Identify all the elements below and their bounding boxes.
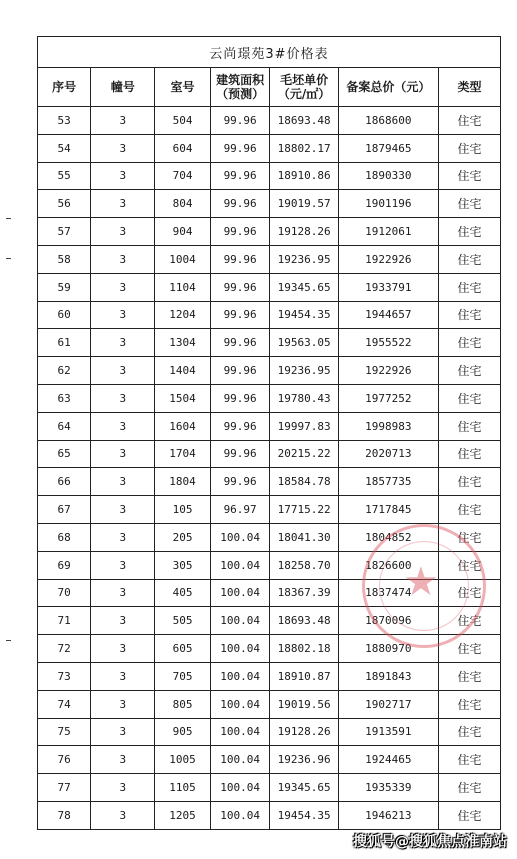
table-row	[38, 801, 501, 829]
table-row	[38, 329, 501, 357]
room-cell: 805	[155, 690, 210, 718]
unit-price-cell: 19128.26	[270, 718, 338, 746]
table-row	[38, 107, 501, 135]
unit-price-cell: 19563.05	[270, 329, 338, 357]
serial-cell: 69	[38, 551, 91, 579]
table-row	[38, 440, 501, 468]
table-row	[38, 245, 501, 273]
unit-price-cell: 18910.86	[270, 162, 338, 190]
table-row	[38, 273, 501, 301]
total-price-cell: 1913591	[338, 718, 438, 746]
building-cell: 3	[91, 107, 155, 135]
building-cell: 3	[91, 273, 155, 301]
area-cell: 100.04	[210, 635, 270, 663]
total-price-cell: 1922926	[338, 245, 438, 273]
type-cell: 住宅	[438, 134, 500, 162]
table-row	[38, 718, 501, 746]
serial-cell: 64	[38, 412, 91, 440]
total-price-cell: 1890330	[338, 162, 438, 190]
area-cell: 99.96	[210, 468, 270, 496]
building-cell: 3	[91, 357, 155, 385]
table-row	[38, 746, 501, 774]
area-cell: 99.96	[210, 107, 270, 135]
unit-price-cell: 18802.17	[270, 134, 338, 162]
unit-price-cell: 18584.78	[270, 468, 338, 496]
area-cell: 99.96	[210, 273, 270, 301]
table-row	[38, 218, 501, 246]
type-cell: 住宅	[438, 273, 500, 301]
unit-price-cell: 19997.83	[270, 412, 338, 440]
type-cell: 住宅	[438, 746, 500, 774]
table-row	[38, 384, 501, 412]
table-row	[38, 690, 501, 718]
header-row	[38, 68, 501, 107]
unit-price-cell: 18910.87	[270, 662, 338, 690]
unit-price-cell: 19454.35	[270, 801, 338, 829]
scan-mark	[6, 218, 11, 219]
type-cell: 住宅	[438, 440, 500, 468]
total-price-cell: 1912061	[338, 218, 438, 246]
unit-price-cell: 18693.48	[270, 607, 338, 635]
room-cell: 905	[155, 718, 210, 746]
col-header-unit-price: 毛坯单价（元/㎡）	[270, 68, 338, 107]
col-header-total-price: 备案总价（元）	[338, 68, 438, 107]
room-cell: 1104	[155, 273, 210, 301]
col-header-serial: 序号	[38, 68, 91, 107]
area-cell: 100.04	[210, 551, 270, 579]
col-header-area: 建筑面积（预测）	[210, 68, 270, 107]
room-cell: 505	[155, 607, 210, 635]
unit-price-cell: 19236.95	[270, 245, 338, 273]
serial-cell: 57	[38, 218, 91, 246]
building-cell: 3	[91, 607, 155, 635]
watermark-text: 搜狐号@搜狐焦点淮南站	[353, 834, 507, 850]
total-price-cell: 1868600	[338, 107, 438, 135]
room-cell: 704	[155, 162, 210, 190]
serial-cell: 60	[38, 301, 91, 329]
serial-cell: 78	[38, 801, 91, 829]
serial-cell: 73	[38, 662, 91, 690]
table-row	[38, 607, 501, 635]
area-cell: 99.96	[210, 329, 270, 357]
area-cell: 99.96	[210, 301, 270, 329]
serial-cell: 65	[38, 440, 91, 468]
area-cell: 99.96	[210, 412, 270, 440]
serial-cell: 58	[38, 245, 91, 273]
unit-price-cell: 19345.65	[270, 273, 338, 301]
unit-price-cell: 19236.95	[270, 357, 338, 385]
type-cell: 住宅	[438, 662, 500, 690]
type-cell: 住宅	[438, 718, 500, 746]
serial-cell: 74	[38, 690, 91, 718]
unit-price-cell: 19454.35	[270, 301, 338, 329]
area-cell: 99.96	[210, 245, 270, 273]
type-cell: 住宅	[438, 579, 500, 607]
unit-price-cell: 19780.43	[270, 384, 338, 412]
table-row	[38, 412, 501, 440]
unit-price-cell: 19345.65	[270, 774, 338, 802]
area-cell: 100.04	[210, 607, 270, 635]
type-cell: 住宅	[438, 357, 500, 385]
col-header-building: 幢号	[91, 68, 155, 107]
type-cell: 住宅	[438, 412, 500, 440]
serial-cell: 54	[38, 134, 91, 162]
total-price-cell: 1924465	[338, 746, 438, 774]
type-cell: 住宅	[438, 635, 500, 663]
unit-price-cell: 18693.48	[270, 107, 338, 135]
room-cell: 1704	[155, 440, 210, 468]
room-cell: 1504	[155, 384, 210, 412]
total-price-cell: 1902717	[338, 690, 438, 718]
unit-price-cell: 18802.18	[270, 635, 338, 663]
type-cell: 住宅	[438, 690, 500, 718]
table-row	[38, 774, 501, 802]
col-header-type: 类型	[438, 68, 500, 107]
total-price-cell: 1870096	[338, 607, 438, 635]
building-cell: 3	[91, 190, 155, 218]
unit-price-cell: 18041.30	[270, 523, 338, 551]
room-cell: 1204	[155, 301, 210, 329]
total-price-cell: 1955522	[338, 329, 438, 357]
building-cell: 3	[91, 551, 155, 579]
building-cell: 3	[91, 801, 155, 829]
unit-price-cell: 19128.26	[270, 218, 338, 246]
area-cell: 96.97	[210, 496, 270, 524]
unit-price-cell: 19236.96	[270, 746, 338, 774]
room-cell: 1105	[155, 774, 210, 802]
table-body	[38, 107, 501, 830]
serial-cell: 59	[38, 273, 91, 301]
total-price-cell: 1944657	[338, 301, 438, 329]
building-cell: 3	[91, 774, 155, 802]
total-price-cell: 2020713	[338, 440, 438, 468]
room-cell: 305	[155, 551, 210, 579]
table-row	[38, 551, 501, 579]
building-cell: 3	[91, 412, 155, 440]
serial-cell: 71	[38, 607, 91, 635]
area-cell: 100.04	[210, 523, 270, 551]
serial-cell: 62	[38, 357, 91, 385]
total-price-cell: 1901196	[338, 190, 438, 218]
table-row	[38, 662, 501, 690]
building-cell: 3	[91, 384, 155, 412]
serial-cell: 63	[38, 384, 91, 412]
room-cell: 105	[155, 496, 210, 524]
room-cell: 1004	[155, 245, 210, 273]
room-cell: 904	[155, 218, 210, 246]
area-cell: 99.96	[210, 357, 270, 385]
total-price-cell: 1837474	[338, 579, 438, 607]
col-header-room: 室号	[155, 68, 210, 107]
serial-cell: 77	[38, 774, 91, 802]
scan-mark	[6, 640, 11, 641]
area-cell: 100.04	[210, 579, 270, 607]
total-price-cell: 1946213	[338, 801, 438, 829]
type-cell: 住宅	[438, 384, 500, 412]
room-cell: 604	[155, 134, 210, 162]
area-cell: 99.96	[210, 190, 270, 218]
total-price-cell: 1891843	[338, 662, 438, 690]
type-cell: 住宅	[438, 523, 500, 551]
unit-price-cell: 18367.39	[270, 579, 338, 607]
serial-cell: 53	[38, 107, 91, 135]
building-cell: 3	[91, 718, 155, 746]
table-row	[38, 496, 501, 524]
table-row	[38, 579, 501, 607]
serial-cell: 70	[38, 579, 91, 607]
building-cell: 3	[91, 245, 155, 273]
area-cell: 100.04	[210, 690, 270, 718]
room-cell: 504	[155, 107, 210, 135]
type-cell: 住宅	[438, 801, 500, 829]
total-price-cell: 1935339	[338, 774, 438, 802]
type-cell: 住宅	[438, 607, 500, 635]
type-cell: 住宅	[438, 496, 500, 524]
scan-mark	[6, 258, 11, 259]
total-price-cell: 1879465	[338, 134, 438, 162]
area-cell: 99.96	[210, 162, 270, 190]
room-cell: 1604	[155, 412, 210, 440]
unit-price-cell: 19019.56	[270, 690, 338, 718]
room-cell: 1404	[155, 357, 210, 385]
unit-price-cell: 20215.22	[270, 440, 338, 468]
serial-cell: 72	[38, 635, 91, 663]
price-sheet	[37, 36, 501, 830]
total-price-cell: 1857735	[338, 468, 438, 496]
building-cell: 3	[91, 635, 155, 663]
type-cell: 住宅	[438, 245, 500, 273]
room-cell: 1205	[155, 801, 210, 829]
room-cell: 1005	[155, 746, 210, 774]
room-cell: 804	[155, 190, 210, 218]
total-price-cell: 1717845	[338, 496, 438, 524]
unit-price-cell: 19019.57	[270, 190, 338, 218]
building-cell: 3	[91, 468, 155, 496]
area-cell: 100.04	[210, 774, 270, 802]
seal-star-icon: ★	[403, 559, 439, 605]
serial-cell: 76	[38, 746, 91, 774]
table-row	[38, 523, 501, 551]
serial-cell: 75	[38, 718, 91, 746]
type-cell: 住宅	[438, 468, 500, 496]
table-row	[38, 468, 501, 496]
type-cell: 住宅	[438, 107, 500, 135]
room-cell: 605	[155, 635, 210, 663]
building-cell: 3	[91, 579, 155, 607]
type-cell: 住宅	[438, 218, 500, 246]
room-cell: 1804	[155, 468, 210, 496]
table-row	[38, 301, 501, 329]
table-row	[38, 134, 501, 162]
serial-cell: 55	[38, 162, 91, 190]
type-cell: 住宅	[438, 551, 500, 579]
table-row	[38, 190, 501, 218]
area-cell: 100.04	[210, 801, 270, 829]
total-price-cell: 1880970	[338, 635, 438, 663]
table-row	[38, 162, 501, 190]
building-cell: 3	[91, 746, 155, 774]
unit-price-cell: 18258.70	[270, 551, 338, 579]
total-price-cell: 1922926	[338, 357, 438, 385]
area-cell: 100.04	[210, 718, 270, 746]
type-cell: 住宅	[438, 190, 500, 218]
unit-price-cell: 17715.22	[270, 496, 338, 524]
serial-cell: 67	[38, 496, 91, 524]
area-cell: 99.96	[210, 218, 270, 246]
table-row	[38, 357, 501, 385]
type-cell: 住宅	[438, 329, 500, 357]
table-row	[38, 635, 501, 663]
type-cell: 住宅	[438, 162, 500, 190]
area-cell: 99.96	[210, 384, 270, 412]
area-cell: 99.96	[210, 134, 270, 162]
total-price-cell: 1826600	[338, 551, 438, 579]
serial-cell: 56	[38, 190, 91, 218]
type-cell: 住宅	[438, 774, 500, 802]
building-cell: 3	[91, 496, 155, 524]
building-cell: 3	[91, 329, 155, 357]
total-price-cell: 1977252	[338, 384, 438, 412]
room-cell: 405	[155, 579, 210, 607]
building-cell: 3	[91, 301, 155, 329]
area-cell: 100.04	[210, 662, 270, 690]
table-title: 云尚璟苑3#价格表	[38, 37, 501, 68]
building-cell: 3	[91, 440, 155, 468]
area-cell: 100.04	[210, 746, 270, 774]
building-cell: 3	[91, 523, 155, 551]
area-cell: 99.96	[210, 440, 270, 468]
room-cell: 705	[155, 662, 210, 690]
total-price-cell: 1933791	[338, 273, 438, 301]
serial-cell: 68	[38, 523, 91, 551]
total-price-cell: 1998983	[338, 412, 438, 440]
building-cell: 3	[91, 134, 155, 162]
building-cell: 3	[91, 662, 155, 690]
building-cell: 3	[91, 218, 155, 246]
total-price-cell: 1804852	[338, 523, 438, 551]
type-cell: 住宅	[438, 301, 500, 329]
serial-cell: 61	[38, 329, 91, 357]
building-cell: 3	[91, 162, 155, 190]
building-cell: 3	[91, 690, 155, 718]
room-cell: 205	[155, 523, 210, 551]
serial-cell: 66	[38, 468, 91, 496]
room-cell: 1304	[155, 329, 210, 357]
price-table	[37, 36, 501, 830]
